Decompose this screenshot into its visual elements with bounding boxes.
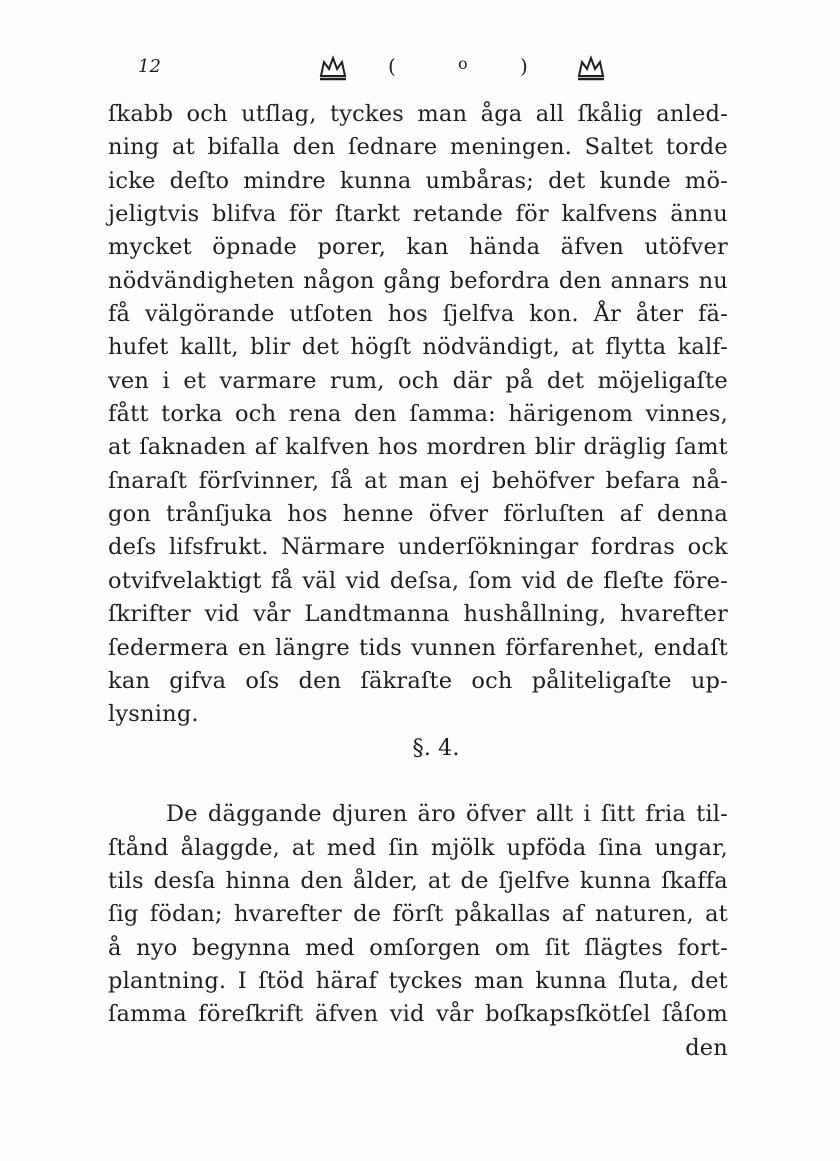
word: fordras: [590, 534, 676, 561]
word: År: [593, 301, 622, 328]
word: nu: [698, 267, 728, 294]
word: fä-: [697, 301, 728, 328]
word: den: [298, 667, 342, 694]
word: mindre: [243, 167, 326, 194]
word: mö-: [684, 167, 728, 194]
word: någon: [303, 267, 375, 294]
paragraph-1-last-line: lysning.: [108, 701, 199, 728]
text-line: [108, 598, 728, 631]
word: man: [398, 467, 449, 494]
word: på: [505, 367, 534, 394]
page-header: [128, 52, 618, 88]
word: äro: [417, 801, 456, 828]
word: utöfver: [644, 234, 728, 261]
word: kalf-: [677, 334, 728, 361]
text-line: [108, 632, 728, 665]
word: ſluta,: [618, 967, 680, 994]
word: icke: [108, 167, 156, 194]
word: en: [237, 634, 267, 661]
word: blir: [534, 434, 576, 461]
word: nyo: [136, 934, 178, 961]
word: vinnes,: [645, 401, 728, 428]
word: och: [471, 667, 513, 694]
word: hvarefter: [620, 601, 728, 628]
word: et: [183, 367, 207, 394]
word: i: [162, 367, 170, 394]
word: behöfver: [491, 467, 595, 494]
word: ning: [108, 134, 160, 161]
page-number: 12: [138, 56, 161, 77]
text-line: [108, 198, 728, 231]
word: ſnaraſt: [108, 467, 188, 494]
word: öfver: [428, 501, 489, 528]
word: plantning.: [108, 967, 227, 994]
word: ålaggde,: [180, 834, 280, 861]
paragraph-1: [108, 98, 728, 698]
word: hvarefter: [233, 901, 342, 928]
spacer: [108, 765, 728, 798]
word: underſökningar: [397, 534, 579, 561]
word: Saltet: [584, 134, 654, 161]
word: högſt: [350, 334, 412, 361]
header-paren-right: ): [520, 54, 528, 78]
word: De: [166, 801, 198, 828]
word: ock: [687, 534, 728, 561]
word: ſjelfve: [498, 867, 571, 894]
word: hinna: [225, 867, 291, 894]
word: fort-: [677, 934, 728, 961]
word: födan;: [149, 901, 223, 928]
word: ſlägtes: [584, 934, 664, 961]
word: vid: [204, 601, 240, 628]
word: torde: [665, 134, 728, 161]
word: föreſkrift: [198, 1001, 304, 1028]
word: mjölk: [430, 834, 495, 861]
text-line: [108, 798, 728, 831]
word: denna: [656, 501, 728, 528]
word: kalfven: [285, 434, 370, 461]
text-line: [108, 965, 728, 998]
word: få: [108, 301, 131, 328]
text-line: [108, 165, 728, 198]
word: i: [583, 801, 591, 828]
text-line: [108, 998, 728, 1031]
word: åga: [480, 101, 523, 127]
word: vid: [345, 567, 381, 594]
word: ſtöd: [258, 967, 305, 994]
word: det: [548, 167, 586, 194]
text-line: [108, 465, 728, 498]
word: at: [427, 867, 451, 894]
text-line: [108, 865, 728, 898]
word: mycket: [108, 234, 192, 261]
word: ſjelfva: [442, 301, 515, 328]
word: up-: [690, 667, 728, 694]
word: vår: [436, 1001, 474, 1028]
word: fleſte: [603, 567, 665, 594]
word: man: [417, 101, 468, 127]
word: ſkabb: [108, 101, 174, 127]
word: deſto: [169, 167, 230, 194]
word: henne: [342, 501, 414, 528]
word: gifva: [169, 667, 227, 694]
text-line: [108, 898, 728, 931]
text-line: [108, 565, 728, 598]
word: vunnen: [411, 634, 497, 661]
word: utſoten: [289, 301, 374, 328]
word: oſs: [245, 667, 280, 694]
word: ſamt: [674, 434, 728, 461]
word: kalfvens: [561, 201, 658, 228]
word: at: [171, 134, 195, 161]
word: deſsa,: [389, 567, 460, 594]
word: ſednare: [348, 134, 438, 161]
text-line: [108, 365, 728, 398]
word: befordra: [449, 267, 551, 294]
word: tils: [108, 867, 144, 894]
word: förſvinner,: [198, 467, 320, 494]
word: ſtånd: [108, 834, 169, 861]
word: för: [289, 201, 323, 228]
word: utſlag,: [241, 101, 317, 127]
word: den: [558, 267, 602, 294]
word: endaſt: [653, 634, 728, 661]
word: förluſten: [503, 501, 605, 528]
word: hos: [387, 301, 428, 328]
word: Närmare: [281, 534, 386, 561]
word: at: [108, 434, 131, 461]
word: blifva: [211, 201, 277, 228]
word: vid: [521, 567, 557, 594]
word: af: [254, 434, 277, 461]
word: omſorgen: [369, 934, 481, 961]
page-body: [108, 98, 728, 1065]
word: torka: [161, 401, 223, 428]
text-line: [108, 832, 728, 865]
text-line: [108, 98, 728, 131]
word: vid: [389, 1001, 425, 1028]
word: kunna: [535, 967, 607, 994]
word: mordren: [426, 434, 527, 461]
word: porer,: [317, 234, 387, 261]
word: äfven: [560, 234, 624, 261]
word: Landtmanna: [304, 601, 450, 628]
word: ſaknaden: [139, 434, 247, 461]
word: hos: [377, 434, 419, 461]
word: at: [571, 334, 595, 361]
word: med: [305, 934, 355, 961]
text-line: [108, 665, 728, 698]
word: förfarenhet,: [505, 634, 645, 661]
word: ſamma:: [409, 401, 496, 428]
word: det: [546, 367, 585, 394]
word: nödvändigheten: [108, 267, 295, 294]
word: den: [292, 134, 336, 161]
word: kon.: [529, 301, 579, 328]
paragraph-2: [108, 798, 728, 1031]
word: gon: [108, 501, 152, 528]
word: ålder,: [353, 867, 418, 894]
word: ſom: [468, 567, 513, 594]
word: de: [353, 901, 382, 928]
word: af: [619, 501, 642, 528]
catchword: den: [685, 1034, 728, 1061]
word: äfven: [315, 1001, 379, 1028]
word: ſkaffa: [661, 867, 728, 894]
word: man: [474, 967, 524, 994]
word: umbåras;: [425, 167, 535, 194]
word: och: [186, 101, 228, 127]
word: ſina: [598, 834, 643, 861]
word: dräglig: [583, 434, 667, 461]
word: kunde: [599, 167, 671, 194]
word: anled-: [656, 101, 728, 127]
word: deſs: [108, 534, 157, 561]
word: det: [301, 334, 340, 361]
word: kunna: [579, 867, 652, 894]
crown-ornament-icon: [576, 52, 606, 82]
word: påliteligaſte: [531, 667, 672, 694]
word: förſt: [392, 901, 444, 928]
word: otvifvelaktigt: [108, 567, 262, 594]
word: begynna: [191, 934, 291, 961]
word: at: [705, 901, 728, 928]
word: de: [565, 567, 594, 594]
word: öfver: [465, 801, 526, 828]
text-line: [108, 932, 728, 965]
word: ſit: [544, 934, 570, 961]
word: välgörande: [144, 301, 275, 328]
word: at: [291, 834, 315, 861]
word: I: [237, 967, 247, 994]
text-line: [108, 398, 728, 431]
word: gång: [383, 267, 441, 294]
word: ſå: [330, 467, 353, 494]
word: tyckes: [388, 967, 463, 994]
word: väl: [302, 567, 337, 594]
text-line: [108, 298, 728, 331]
word: kan: [406, 234, 449, 261]
word: ſåſom: [662, 1001, 728, 1028]
word: och: [235, 401, 277, 428]
word: häraf: [315, 967, 378, 994]
word: och: [397, 367, 440, 394]
crown-ornament-icon: [318, 52, 348, 82]
word: möjeligaſte: [597, 367, 728, 394]
word: med: [326, 834, 377, 861]
word: ſig: [108, 901, 139, 928]
word: kunna: [339, 167, 412, 194]
word: å: [108, 934, 122, 961]
word: hufet: [108, 334, 169, 361]
text-line: [108, 531, 728, 564]
text-line: [108, 498, 728, 531]
word: retande: [412, 201, 504, 228]
word: åter: [635, 301, 684, 328]
text-line: [108, 231, 728, 264]
word: ſamma: [108, 1001, 187, 1028]
word: hända: [469, 234, 541, 261]
word: härigenom: [508, 401, 634, 428]
word: meningen.: [450, 134, 573, 161]
word: tids: [358, 634, 402, 661]
word: de: [460, 867, 489, 894]
word: jeligtvis: [108, 201, 200, 228]
word: desſa: [153, 867, 216, 894]
header-center-mark: o: [458, 54, 468, 73]
word: öpnade: [212, 234, 298, 261]
section-heading: §. 4.: [412, 734, 460, 761]
word: påkallas: [454, 901, 551, 928]
word: tyckes: [329, 101, 405, 127]
word: annars: [610, 267, 690, 294]
word: fria: [645, 801, 686, 828]
word: det: [690, 967, 728, 994]
word: ſkålig: [577, 101, 643, 127]
word: där: [452, 367, 492, 394]
text-line: [108, 265, 728, 298]
word: kan: [108, 667, 151, 694]
catchword-line: [108, 1032, 728, 1065]
word: den: [354, 401, 397, 428]
word: nödvändigt,: [422, 334, 560, 361]
word: ungar,: [654, 834, 728, 861]
word: fått: [108, 401, 149, 428]
word: ſin: [388, 834, 419, 861]
word: befara: [605, 467, 681, 494]
word: all: [535, 101, 565, 127]
text-line: [108, 431, 728, 464]
word: få: [270, 567, 294, 594]
word: längre: [275, 634, 350, 661]
word: ej: [459, 467, 481, 494]
word: för: [515, 201, 549, 228]
word: hos: [287, 501, 328, 528]
word: varmare: [219, 367, 317, 394]
text-line: [108, 131, 728, 164]
word: ſedermera: [108, 634, 229, 661]
word: blir: [250, 334, 291, 361]
text-line: [108, 331, 728, 364]
word: ſkrifter: [108, 601, 191, 628]
header-paren-left: (: [388, 54, 396, 78]
word: ven: [108, 367, 150, 394]
word: den: [300, 867, 344, 894]
word: naturen,: [595, 901, 694, 928]
word: rena: [288, 401, 342, 428]
word: lifsfrukt.: [168, 534, 269, 561]
word: vår: [253, 601, 291, 628]
word: hushållning,: [463, 601, 607, 628]
word: upföda: [506, 834, 587, 861]
word: före-: [673, 567, 728, 594]
word: til-: [696, 801, 728, 828]
word: djuren: [331, 801, 408, 828]
word: ſitt: [600, 801, 636, 828]
word: nå-: [691, 467, 728, 494]
word: allt: [535, 801, 574, 828]
word: ſäkraſte: [360, 667, 453, 694]
word: om: [495, 934, 531, 961]
word: rum,: [330, 367, 385, 394]
word: bifalla: [207, 134, 280, 161]
word: boſkapsſkötſel: [485, 1001, 651, 1028]
word: ännu: [670, 201, 728, 228]
word: flytta: [605, 334, 667, 361]
word: ſtarkt: [334, 201, 401, 228]
word: trånſjuka: [166, 501, 273, 528]
word: kallt,: [179, 334, 239, 361]
word: däggande: [207, 801, 322, 828]
word: af: [561, 901, 584, 928]
word: at: [364, 467, 388, 494]
